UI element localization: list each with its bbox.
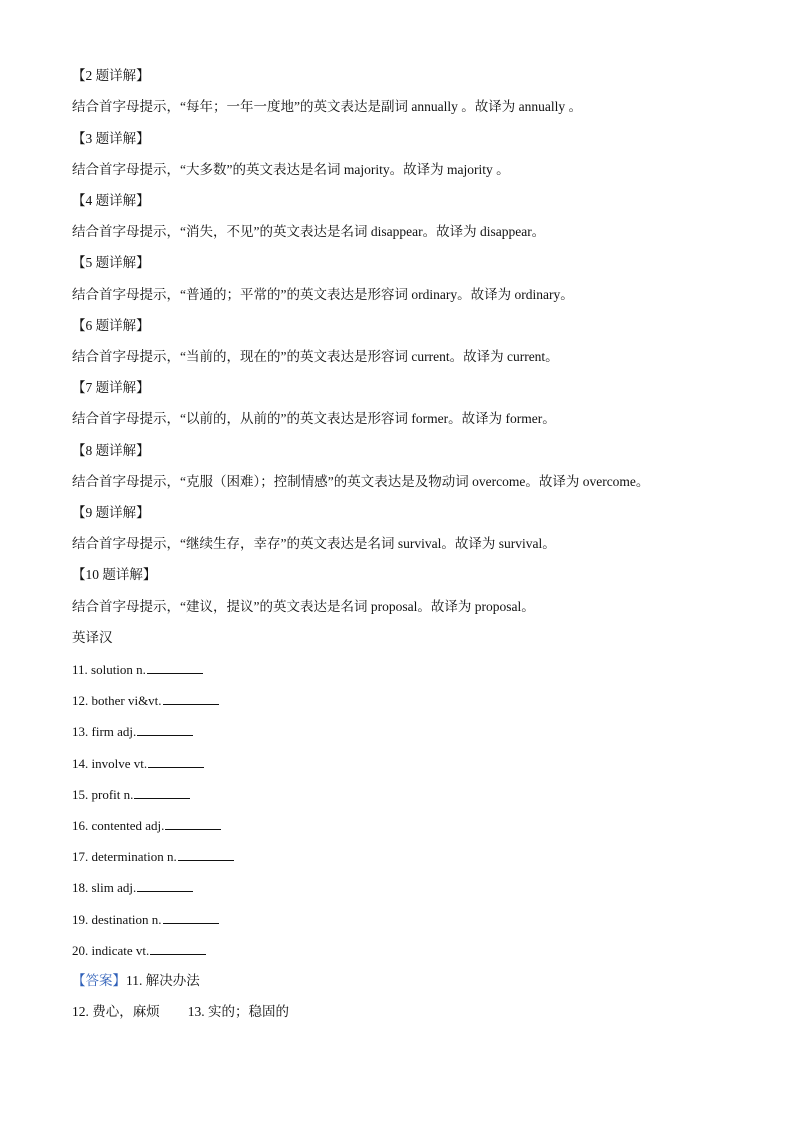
vocab-item bbox=[72, 877, 193, 898]
detail-heading-6: 【6 题详解】 bbox=[72, 318, 150, 333]
detail-heading-9: 【9 题详解】 bbox=[72, 505, 150, 520]
vocab-item bbox=[72, 846, 234, 867]
detail-text-3: 结合首字母提示，“大多数”的英文表达是名词 majority。故译为 majority 。 bbox=[72, 162, 510, 177]
detail-text-7: 结合首字母提示，“以前的，从前的”的英文表达是形容词 former。故译为 former。 bbox=[72, 411, 556, 426]
detail-text-4: 结合首字母提示，“消失，不见”的英文表达是名词 disappear。故译为 disappear。 bbox=[72, 224, 546, 239]
vocab-item bbox=[72, 784, 190, 805]
detail-heading-7: 【7 题详解】 bbox=[72, 380, 150, 395]
detail-heading-2: 【2 题详解】 bbox=[72, 68, 150, 83]
vocab-item-label: 20. indicate vt. bbox=[72, 943, 150, 958]
vocab-item bbox=[72, 659, 203, 680]
vocab-item bbox=[72, 940, 206, 961]
section-title: 英译汉 bbox=[72, 630, 113, 645]
detail-heading-4: 【4 题详解】 bbox=[72, 193, 150, 208]
detail-text-5: 结合首字母提示，“普通的；平常的”的英文表达是形容词 ordinary。故译为 ordinary。 bbox=[72, 287, 574, 302]
detail-text-8: 结合首字母提示，“克服（困难）；控制情感”的英文表达是及物动词 overcome。故译为 overcome。 bbox=[72, 474, 650, 489]
answer-tag: 【答案】 bbox=[72, 973, 126, 988]
vocab-item bbox=[72, 815, 221, 836]
answer-blank[interactable] bbox=[147, 659, 203, 674]
detail-text-9: 结合首字母提示，“继续生存，幸存”的英文表达是名词 survival。故译为 survival。 bbox=[72, 536, 556, 551]
answer-line-2 bbox=[72, 1002, 289, 1022]
vocab-item bbox=[72, 721, 193, 742]
vocab-item-label: 19. destination n. bbox=[72, 912, 162, 927]
answer-blank[interactable] bbox=[148, 753, 204, 768]
vocab-item bbox=[72, 690, 219, 711]
vocab-item-label: 13. firm adj. bbox=[72, 724, 137, 739]
answer-blank[interactable] bbox=[137, 877, 193, 892]
answer-text: 12. 费心，麻烦 bbox=[72, 1004, 160, 1019]
answer-blank[interactable] bbox=[137, 721, 193, 736]
answer-blank[interactable] bbox=[178, 846, 234, 861]
answer-blank[interactable] bbox=[134, 784, 190, 799]
vocab-item-label: 14. involve vt. bbox=[72, 756, 148, 771]
answer-blank[interactable] bbox=[163, 690, 219, 705]
vocab-item-label: 18. slim adj. bbox=[72, 880, 137, 895]
answer-line-1 bbox=[72, 971, 200, 991]
vocab-item-label: 17. determination n. bbox=[72, 849, 177, 864]
detail-heading-3: 【3 题详解】 bbox=[72, 131, 150, 146]
detail-text-6: 结合首字母提示，“当前的，现在的”的英文表达是形容词 current。故译为 current。 bbox=[72, 349, 559, 364]
detail-heading-8: 【8 题详解】 bbox=[72, 443, 150, 458]
answer-blank[interactable] bbox=[163, 909, 219, 924]
vocab-item-label: 11. solution n. bbox=[72, 662, 146, 677]
detail-text-10: 结合首字母提示，“建议，提议”的英文表达是名词 proposal。故译为 proposal。 bbox=[72, 599, 535, 614]
vocab-item bbox=[72, 753, 204, 774]
vocab-item-label: 12. bother vi&vt. bbox=[72, 693, 162, 708]
vocab-item bbox=[72, 909, 219, 930]
detail-heading-5: 【5 题详解】 bbox=[72, 255, 150, 270]
vocab-item-label: 16. contented adj. bbox=[72, 818, 165, 833]
answer-blank[interactable] bbox=[150, 940, 206, 955]
detail-heading-10: 【10 题详解】 bbox=[72, 567, 157, 582]
answer-blank[interactable] bbox=[165, 815, 221, 830]
vocab-item-label: 15. profit n. bbox=[72, 787, 134, 802]
answer-text: 11. 解决办法 bbox=[126, 973, 200, 988]
answer-text: 13. 实的；稳固的 bbox=[187, 1004, 289, 1019]
detail-text-2: 结合首字母提示，“每年；一年一度地”的英文表达是副词 annually 。故译为 annually 。 bbox=[72, 99, 582, 114]
